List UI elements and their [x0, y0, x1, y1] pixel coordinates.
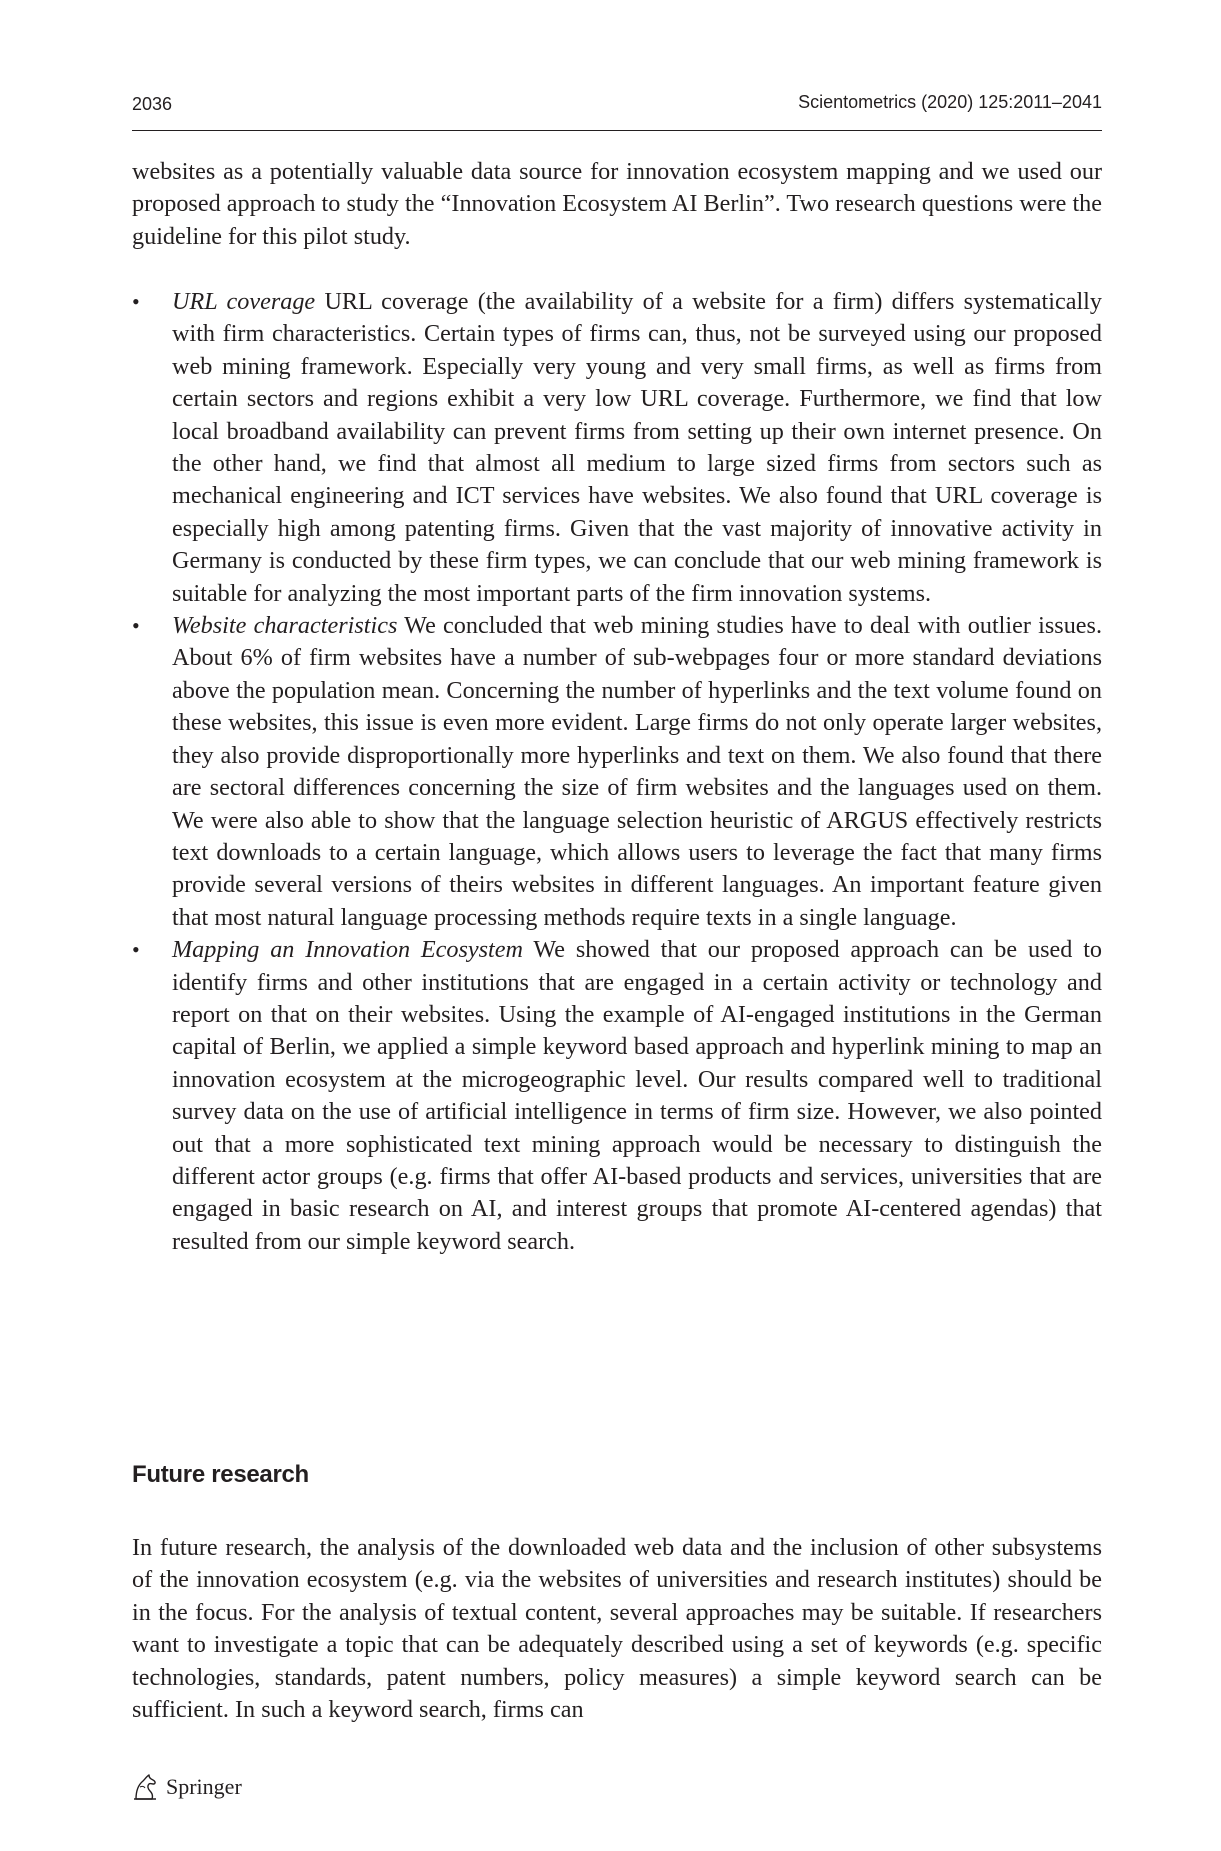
bullet-term: URL coverage — [172, 288, 316, 315]
list-item — [132, 934, 1102, 1258]
bullet-icon: • — [132, 289, 140, 314]
bullet-text: We showed that our proposed approach can be used to identify firms and other institutions that are engaged in a certain activity or technology and report on that on their websites. Using the example of AI-engaged institutions in the German capital of Berlin, we applied a simple keyword based approach and hyperlink mining to map an innovation ecosystem at the microgeographic level. Our results compared well to traditional survey data on the use of artificial intelligence in terms of firm size. However, we also pointed out that a more sophisticated text mining approach would be necessary to distinguish the different actor groups (e.g. firms that offer AI-based products and services, universities that are engaged in basic research on AI, and interest groups that promote AI-centered agendas) that resulted from our simple keyword search. — [172, 936, 1103, 1255]
publisher-footer — [132, 1771, 242, 1803]
bullet-text: URL coverage (the availability of a website for a firm) differs systematically with firm characteristics. Certain types of firms can, thus, not be surveyed using our proposed web mining framework. Especially very young and very small firms, as well as firms from certain sectors and regions exhibit a very low URL coverage. Furthermore, we find that low local broadband availability can prevent firms from setting up their own internet presence. On the other hand, we find that almost all medium to large sized firms from sectors such as mechanical engineering and ICT services have websites. We also found that URL coverage is especially high among patenting firms. Given that the vast majority of innovative activity in Germany is conducted by these firm types, we can conclude that our web mining framework is suitable for analyzing the most important parts of the firm innovation systems. — [172, 288, 1102, 607]
running-header — [132, 78, 1102, 131]
bullet-text: We concluded that web mining studies have to deal with outlier issues. About 6% of firm websites have a number of sub-webpages four or more standard deviations above the population mean. Concerning the number of hyperlinks and the text volume found on these websites, this issue is even more evident. Large firms do not only operate larger websites, they also provide disproportionally more hyperlinks and text on them. We also found that there are sectoral differences concerning the size of firm websites and the languages used on them. We were also able to show that the language selection heuristic of ARGUS effectively restricts text downloads to a certain language, which allows users to leverage the fact that many firms provide several versions of theirs websites in different languages. An important feature given that most natural language processing methods require texts in a single language. — [172, 612, 1102, 931]
page-number: 2036 — [132, 94, 173, 114]
publisher-name: Springer — [166, 1774, 242, 1799]
bullet-term: Mapping an Innovation Ecosystem — [172, 936, 523, 964]
bullet-icon: • — [132, 613, 140, 639]
intro-paragraph: websites as a potentially valuable data source for innovation ecosystem mapping and we used our proposed approach to study the “Innovation Ecosystem AI Berlin”. Two research questions were the guideline for this pilot study. — [132, 158, 1102, 250]
journal-reference: Scientometrics (2020) 125:2011–2041 — [798, 92, 1102, 112]
bullet-term: Website characteristics — [172, 612, 398, 640]
section-heading: Future research — [132, 1461, 309, 1488]
findings-list — [132, 286, 1102, 1258]
list-item — [132, 610, 1102, 934]
springer-horse-icon — [132, 1773, 158, 1801]
future-research-paragraph: In future research, the analysis of the downloaded web data and the inclusion of other subsystems of the innovation ecosystem (e.g. via the websites of universities and research institutes) should be in the focus. For the analysis of textual content, several approaches may be suitable. If researchers want to investigate a topic that can be adequately described using a set of keywords (e.g. specific technologies, standards, patent numbers, policy measures) a simple keyword search can be sufficient. In such a keyword search, firms can — [132, 1534, 1102, 1724]
list-item — [132, 286, 1102, 610]
bullet-icon: • — [132, 937, 140, 963]
